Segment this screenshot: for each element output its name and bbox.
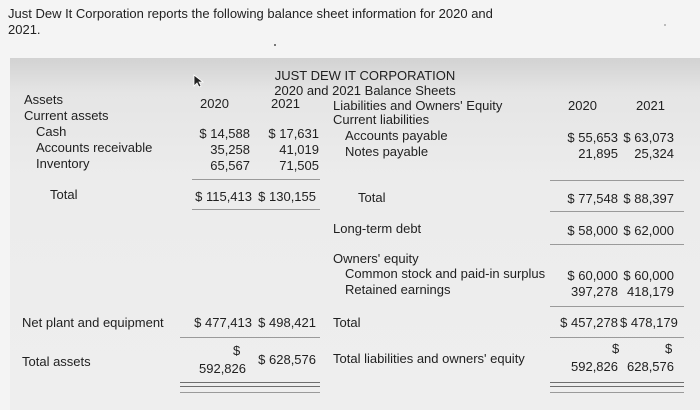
total-assets-rule [180, 392, 320, 393]
total-assets-label: Total assets [22, 354, 91, 369]
equity-total-2021: $ 478,179 [620, 315, 678, 330]
long-term-debt-2020: $ 58,000 [567, 223, 618, 238]
long-term-debt-rule [550, 244, 684, 245]
liabilities-heading: Liabilities and Owners' Equity [333, 98, 503, 113]
total-le-2020: 592,826 [571, 359, 618, 374]
current-assets-heading: Current assets [24, 108, 109, 123]
receivable-2020: 35,258 [210, 142, 250, 157]
net-plant-label: Net plant and equipment [22, 315, 164, 330]
total-le-dollar-2021: $ [665, 341, 673, 356]
current-liabilities-heading: Current liabilities [333, 112, 430, 127]
long-term-debt-label: Long-term debt [333, 221, 422, 236]
common-stock-2021: $ 60,000 [623, 268, 674, 283]
owners-equity-heading: Owners' equity [333, 251, 419, 266]
total-le-rule [550, 392, 684, 393]
cash-label: Cash [36, 124, 67, 139]
receivable-2021: 41,019 [279, 142, 319, 157]
total-le-2021: 628,576 [627, 359, 674, 374]
total-assets-2020: 592,826 [199, 361, 246, 376]
inventory-2021: 71,505 [279, 158, 319, 173]
assets-year-2020: 2020 [200, 96, 229, 111]
total-le-double-rule [550, 386, 684, 387]
total-le-dollar-2020: $ [612, 341, 620, 356]
liabilities-total-rule [550, 211, 684, 212]
notes-2021: 25,324 [634, 146, 674, 161]
equity-total-rule [550, 337, 684, 338]
common-stock-2020: $ 60,000 [567, 268, 618, 283]
payable-2021: $ 63,073 [623, 130, 674, 145]
total-assets-double-rule [180, 382, 320, 383]
equity-total-label: Total [333, 315, 361, 330]
net-plant-rule [180, 337, 320, 338]
liabilities-year-2021: 2021 [636, 98, 665, 113]
long-term-debt-2021: $ 62,000 [623, 223, 674, 238]
net-plant-2021: $ 498,421 [258, 315, 316, 330]
company-title: JUST DEW IT CORPORATION [274, 68, 456, 83]
payable-label: Accounts payable [345, 128, 448, 143]
equity-subtotal-rule [550, 306, 684, 307]
liabilities-year-2020: 2020 [568, 98, 597, 113]
stray-dot [274, 44, 276, 46]
assets-subtotal-rule [192, 179, 320, 180]
question-line-2: 2021. [8, 22, 41, 37]
total-assets-dollar: $ [233, 343, 241, 358]
assets-total-2020: $ 115,413 [195, 189, 252, 204]
assets-total-2021: $ 130,155 [258, 189, 316, 204]
payable-2020: $ 55,653 [567, 130, 618, 145]
cash-2020: $ 14,588 [199, 126, 250, 141]
net-plant-2020: $ 477,413 [194, 315, 252, 330]
receivable-label: Accounts receivable [36, 140, 153, 155]
sheet-subtitle: 2020 and 2021 Balance Sheets [274, 83, 456, 98]
retained-earnings-2021: 418,179 [627, 284, 674, 299]
liabilities-subtotal-rule [550, 180, 684, 181]
liabilities-total-2021: $ 88,397 [623, 191, 674, 206]
assets-heading: Assets [24, 92, 64, 107]
total-le-label: Total liabilities and owners' equity [333, 351, 525, 366]
assets-total-rule [192, 209, 320, 210]
assets-total-label: Total [50, 187, 78, 202]
stray-dot [664, 24, 666, 26]
liabilities-total-label: Total [358, 190, 386, 205]
equity-total-2020: $ 457,278 [560, 315, 618, 330]
retained-earnings-label: Retained earnings [345, 282, 451, 297]
common-stock-label: Common stock and paid-in surplus [345, 266, 546, 281]
notes-2020: 21,895 [578, 146, 618, 161]
inventory-2020: 65,567 [210, 158, 250, 173]
inventory-label: Inventory [36, 156, 90, 171]
total-assets-2021: $ 628,576 [258, 352, 316, 367]
question-line-1: Just Dew It Corporation reports the following balance sheet information for 2020 and [8, 6, 493, 21]
cash-2021: $ 17,631 [268, 126, 319, 141]
total-le-double-rule [550, 382, 684, 383]
notes-label: Notes payable [345, 144, 429, 159]
liabilities-total-2020: $ 77,548 [567, 191, 618, 206]
retained-earnings-2020: 397,278 [571, 284, 618, 299]
assets-year-2021: 2021 [271, 96, 300, 111]
total-assets-double-rule [180, 386, 320, 387]
mouse-cursor-icon [193, 74, 205, 88]
